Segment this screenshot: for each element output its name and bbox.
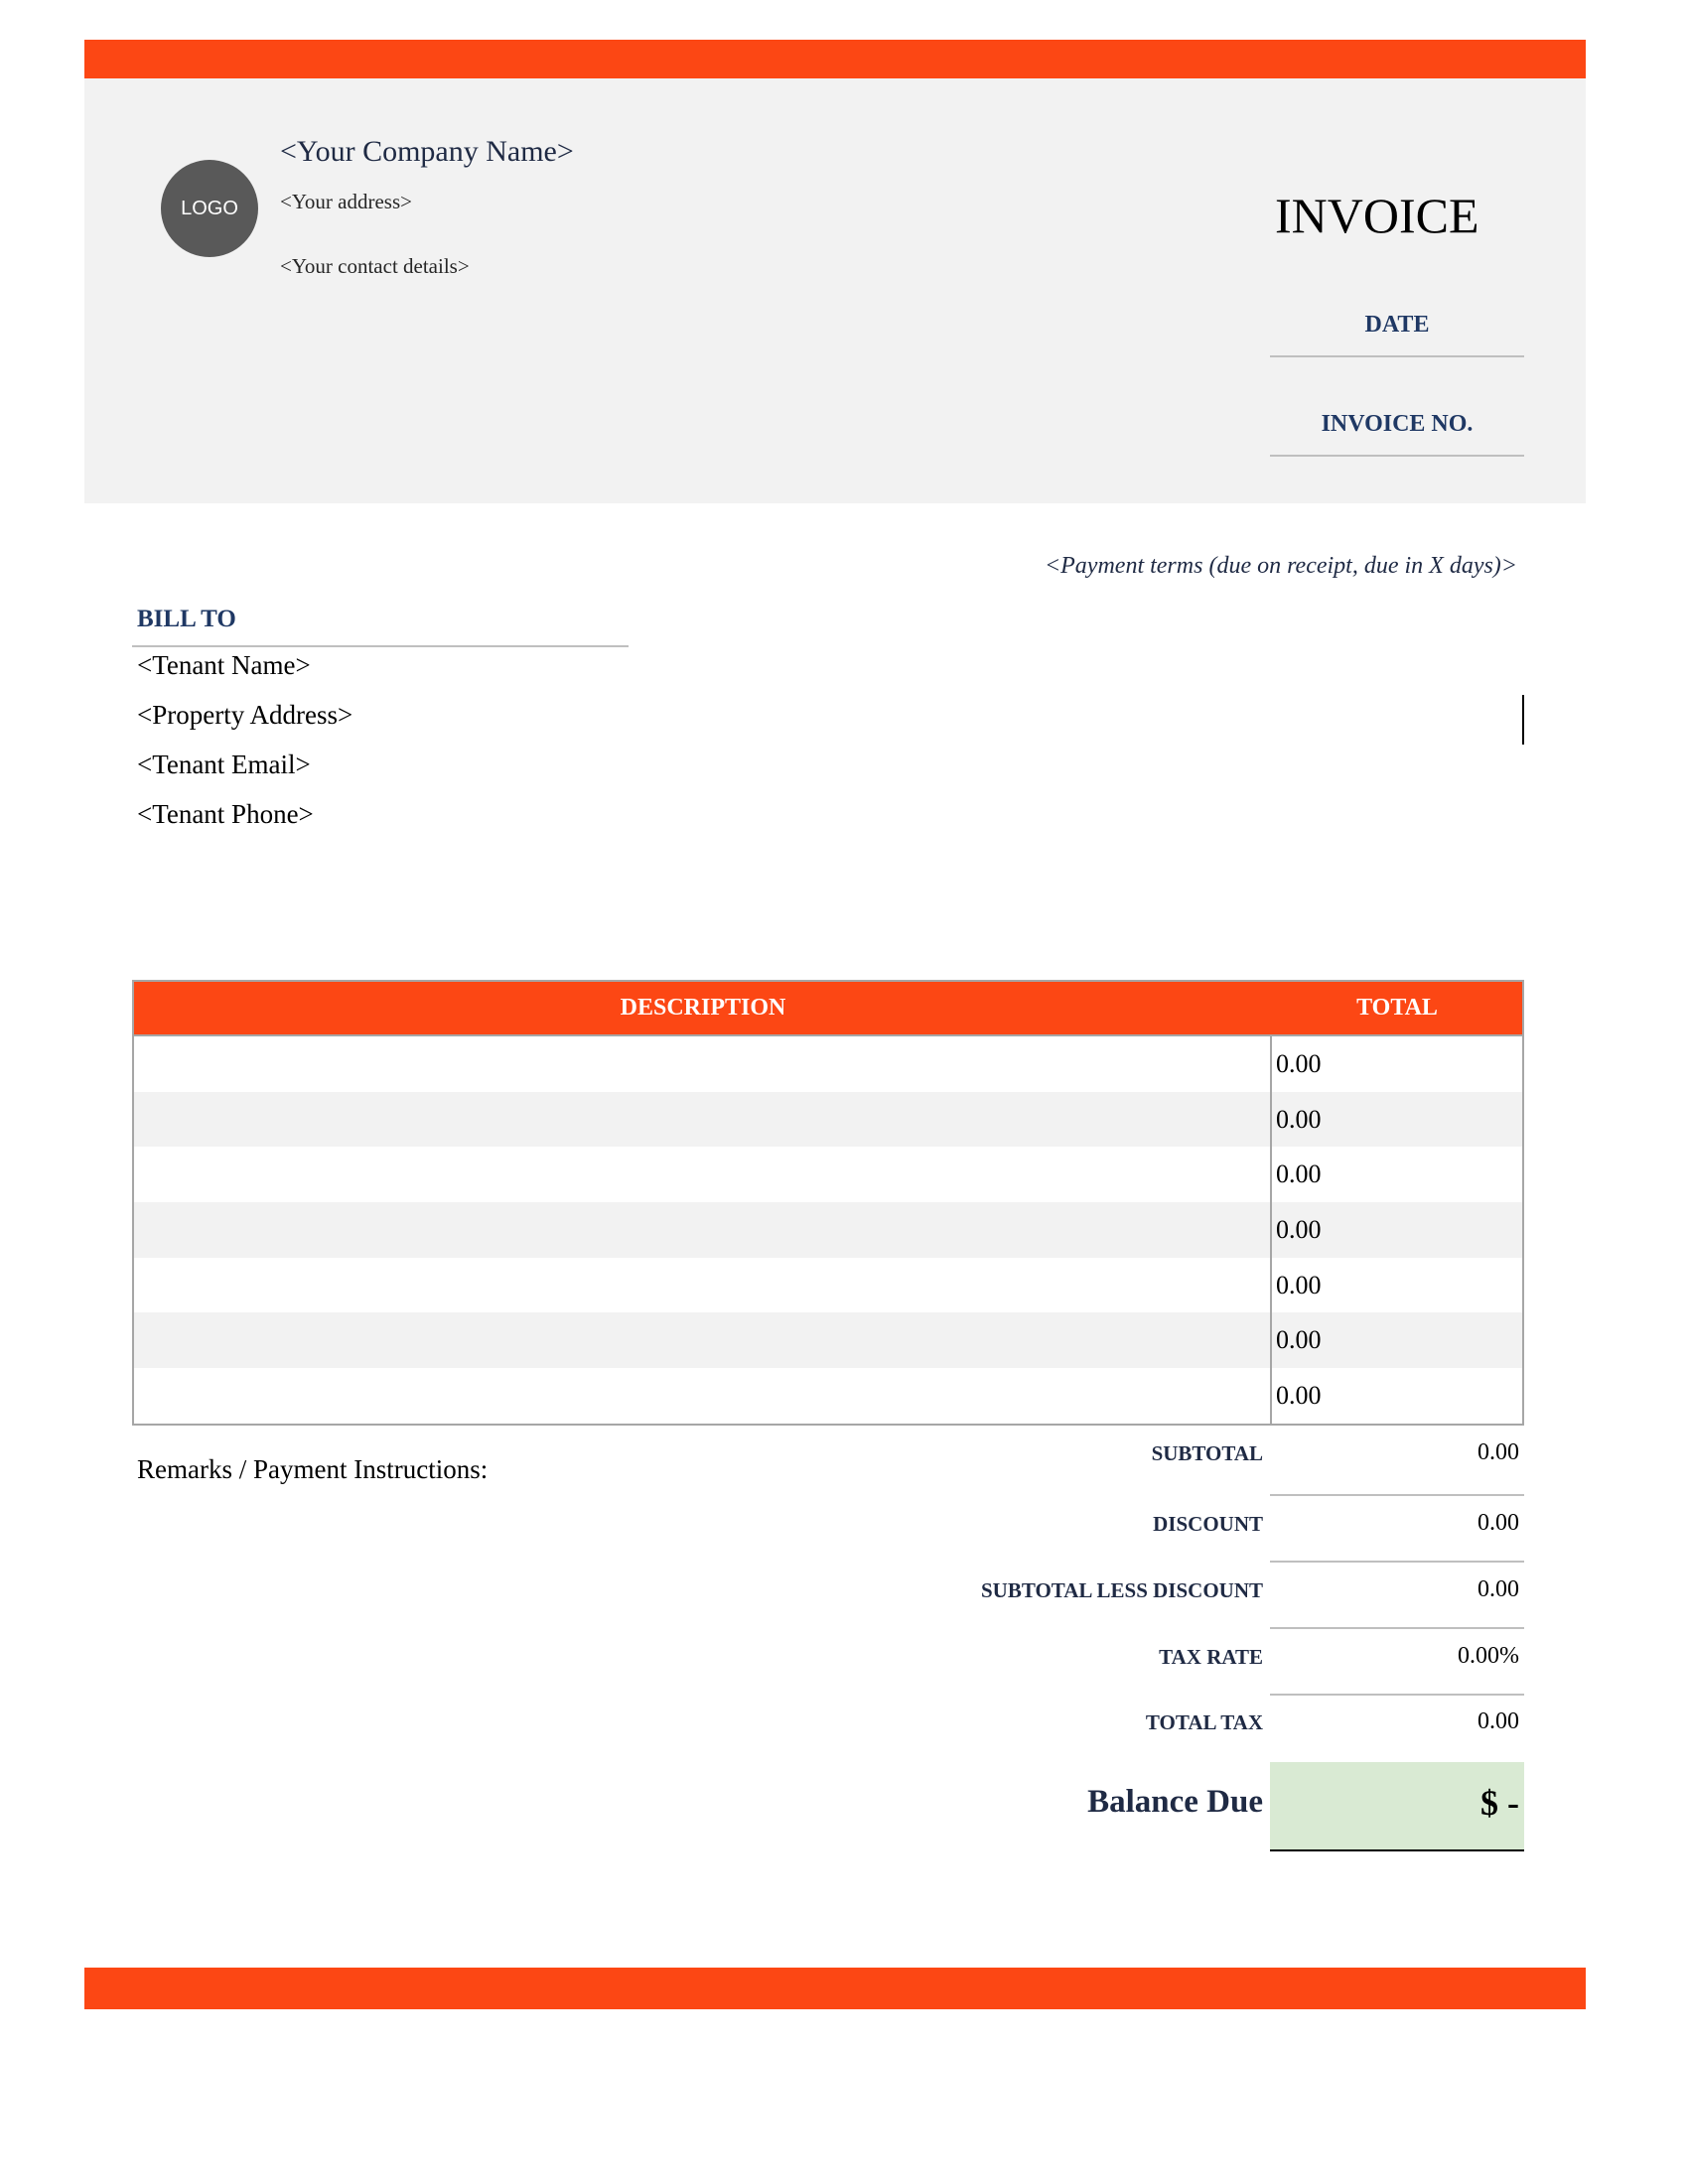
subtotal-divider: [1270, 1494, 1524, 1496]
tax-rate-divider: [1270, 1694, 1524, 1696]
total-tax-value: 0.00: [1477, 1708, 1519, 1734]
company-address[interactable]: <Your address>: [280, 190, 412, 213]
company-logo: LOGO: [161, 160, 258, 257]
discount-value[interactable]: 0.00: [1477, 1510, 1519, 1536]
table-header: [134, 982, 1522, 1036]
table-row: [134, 1312, 1522, 1368]
discount-divider: [1270, 1561, 1524, 1563]
item-total-cell[interactable]: 0.00: [1276, 1160, 1322, 1189]
subtotal-less-discount-label: SUBTOTAL LESS DISCOUNT: [980, 1578, 1263, 1602]
invoice-number-field[interactable]: [1270, 455, 1524, 457]
date-field[interactable]: [1270, 355, 1524, 357]
subtotal-less-discount-divider: [1270, 1627, 1524, 1629]
invoice-title: INVOICE: [1275, 188, 1479, 243]
property-address[interactable]: <Property Address>: [137, 700, 353, 730]
item-total-cell[interactable]: 0.00: [1276, 1214, 1322, 1244]
invoice-number-label: INVOICE NO.: [1321, 411, 1474, 437]
line-items-table: [132, 980, 1524, 1426]
total-header: TOTAL: [1356, 995, 1438, 1021]
item-description-cell[interactable]: [134, 1092, 1272, 1148]
item-total-cell[interactable]: 0.00: [1276, 1325, 1322, 1355]
item-total-cell[interactable]: 0.00: [1276, 1380, 1322, 1410]
table-row: [134, 1147, 1522, 1202]
balance-due-label: Balance Due: [1087, 1784, 1263, 1820]
bottom-accent-bar: [84, 1968, 1586, 2009]
table-row: [134, 1036, 1522, 1092]
table-row: [134, 1368, 1522, 1424]
table-row: [134, 1202, 1522, 1258]
subtotal-value: 0.00: [1477, 1439, 1519, 1465]
item-total-cell[interactable]: 0.00: [1276, 1270, 1322, 1299]
tenant-name[interactable]: <Tenant Name>: [137, 650, 311, 680]
date-label: DATE: [1364, 312, 1430, 338]
item-description-cell[interactable]: [134, 1036, 1272, 1092]
bill-to-divider: [132, 645, 629, 647]
item-description-cell[interactable]: [134, 1368, 1272, 1424]
item-total-cell[interactable]: 0.00: [1276, 1048, 1322, 1078]
remarks-label: Remarks / Payment Instructions:: [137, 1454, 489, 1484]
item-description-cell[interactable]: [134, 1147, 1272, 1202]
tenant-phone[interactable]: <Tenant Phone>: [137, 799, 314, 829]
balance-due-value: $ -: [1480, 1783, 1519, 1823]
item-description-cell[interactable]: [134, 1312, 1272, 1368]
item-description-cell[interactable]: [134, 1202, 1272, 1258]
item-total-cell[interactable]: 0.00: [1276, 1104, 1322, 1134]
total-tax-label: TOTAL TAX: [1145, 1710, 1263, 1734]
company-contact[interactable]: <Your contact details>: [280, 254, 470, 278]
top-accent-bar: [84, 40, 1586, 78]
table-row: [134, 1258, 1522, 1313]
subtotal-less-discount-value: 0.00: [1477, 1576, 1519, 1602]
table-row: [134, 1092, 1522, 1148]
payment-terms[interactable]: <Payment terms (due on receipt, due in X days)>: [1044, 553, 1517, 579]
description-header: DESCRIPTION: [620, 995, 786, 1021]
bill-to-label: BILL TO: [137, 606, 236, 632]
tenant-email[interactable]: <Tenant Email>: [137, 750, 311, 779]
tax-rate-label: TAX RATE: [1159, 1645, 1263, 1669]
tax-rate-value[interactable]: 0.00%: [1458, 1643, 1519, 1669]
item-description-cell[interactable]: [134, 1258, 1272, 1313]
subtotal-label: SUBTOTAL: [1151, 1441, 1263, 1465]
text-cursor: [1522, 695, 1524, 745]
company-name[interactable]: <Your Company Name>: [280, 135, 574, 168]
table-body: [134, 1036, 1522, 1424]
discount-label: DISCOUNT: [1153, 1512, 1263, 1536]
